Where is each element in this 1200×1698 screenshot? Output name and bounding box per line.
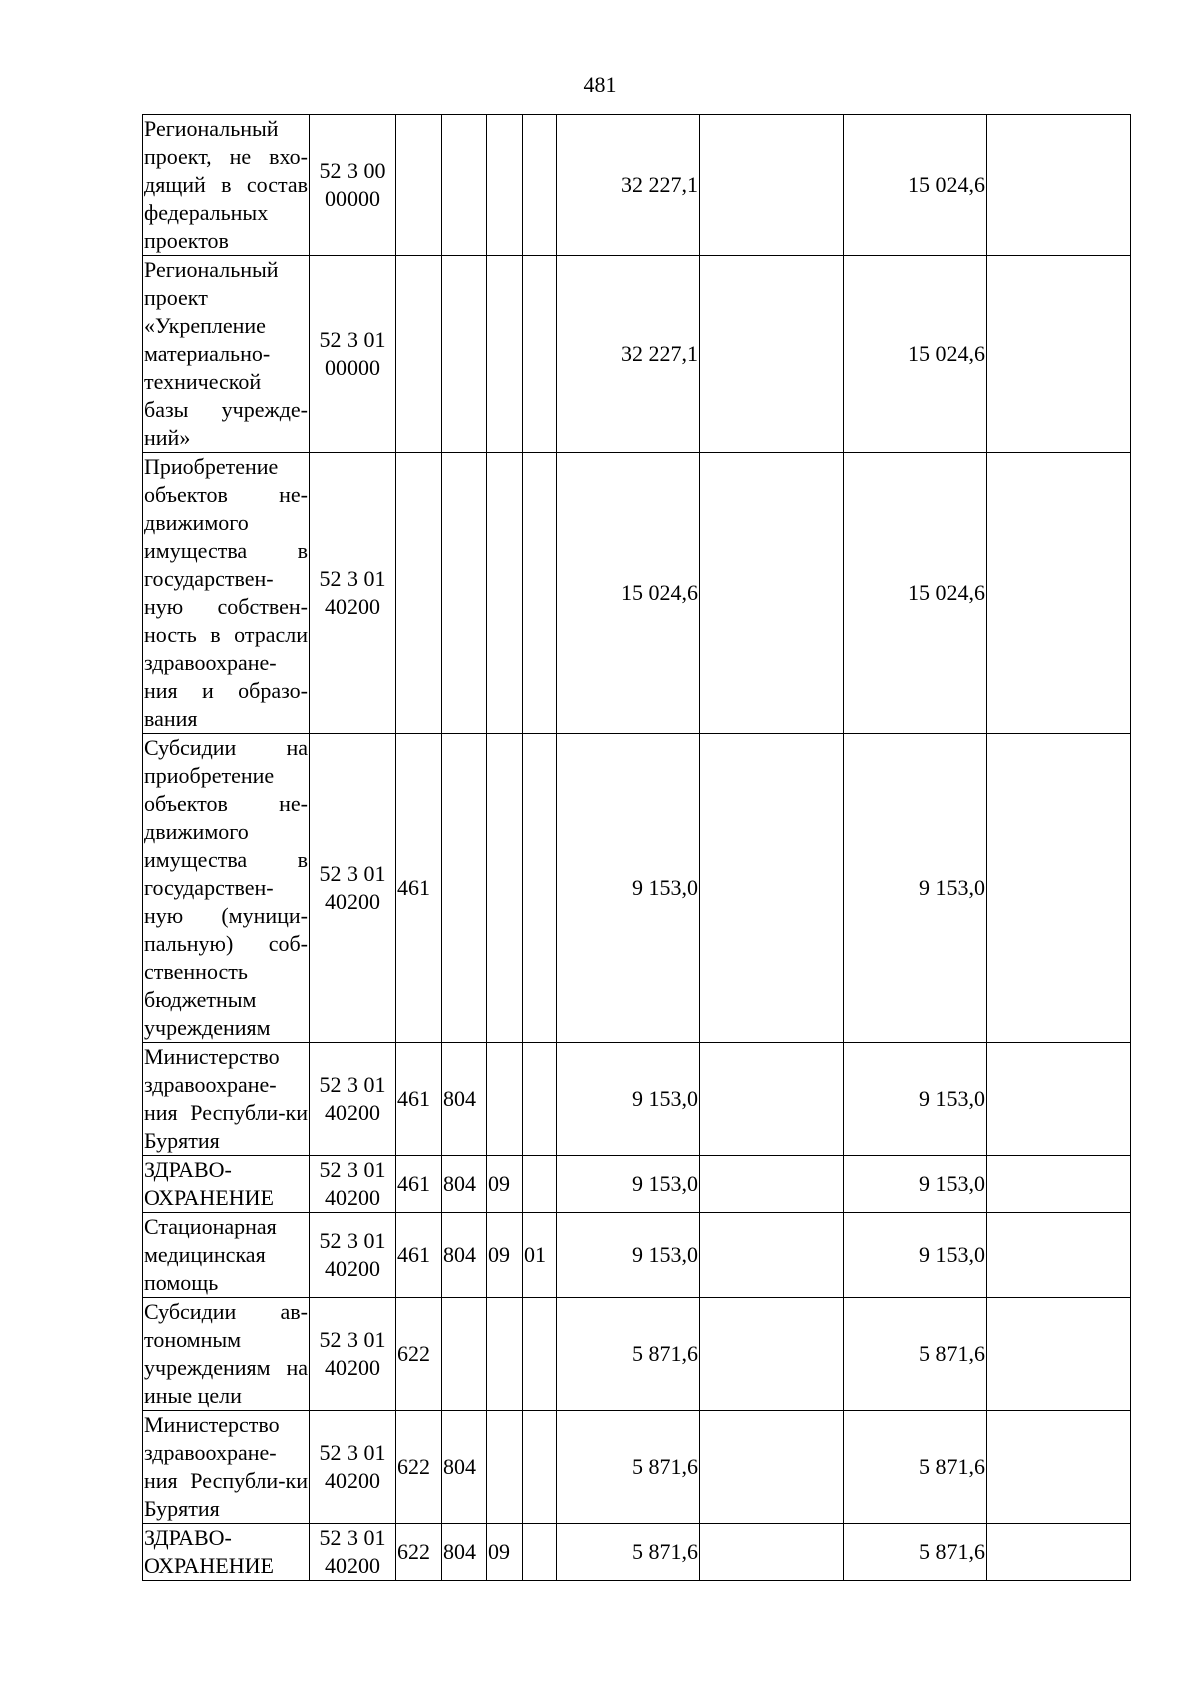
administrator-code-cell: 804 — [442, 1411, 487, 1524]
amount-cell-4 — [987, 734, 1131, 1043]
amount-cell-1: 5 871,6 — [557, 1411, 700, 1524]
subsection-code-cell — [523, 1156, 557, 1213]
expense-type-code-cell: 461 — [396, 1156, 442, 1213]
subsection-code-cell — [523, 1524, 557, 1581]
expense-type-code-cell — [396, 256, 442, 453]
amount-cell-2 — [700, 1213, 844, 1298]
amount-cell-3: 5 871,6 — [844, 1298, 987, 1411]
section-code-cell — [487, 734, 523, 1043]
table-body — [143, 115, 1131, 1581]
amount-cell-3: 9 153,0 — [844, 734, 987, 1043]
target-article-code-cell: 52 3 01 40200 — [310, 1298, 396, 1411]
amount-cell-2 — [700, 453, 844, 734]
section-code-cell: 09 — [487, 1156, 523, 1213]
expense-name-cell — [143, 1043, 310, 1156]
amount-cell-1: 9 153,0 — [557, 734, 700, 1043]
amount-cell-4 — [987, 1411, 1131, 1524]
table-row — [143, 1043, 1131, 1156]
expense-name-text: Региональный проект, не вхо-дящий в состав федеральных проектов — [144, 116, 308, 253]
amount-cell-1: 9 153,0 — [557, 1043, 700, 1156]
subsection-code-cell — [523, 1411, 557, 1524]
table-row — [143, 734, 1131, 1043]
table-row — [143, 1213, 1131, 1298]
table-row — [143, 256, 1131, 453]
administrator-code-cell — [442, 734, 487, 1043]
amount-cell-4 — [987, 1298, 1131, 1411]
administrator-code-cell — [442, 115, 487, 256]
table-row — [143, 115, 1131, 256]
amount-cell-4 — [987, 1524, 1131, 1581]
section-code-cell — [487, 1043, 523, 1156]
amount-cell-3: 5 871,6 — [844, 1411, 987, 1524]
administrator-code-cell: 804 — [442, 1213, 487, 1298]
amount-cell-4 — [987, 453, 1131, 734]
expense-type-code-cell: 461 — [396, 1213, 442, 1298]
subsection-code-cell — [523, 453, 557, 734]
subsection-code-cell — [523, 256, 557, 453]
expense-name-cell — [143, 1411, 310, 1524]
subsection-code-cell — [523, 1298, 557, 1411]
amount-cell-1: 9 153,0 — [557, 1156, 700, 1213]
budget-table — [142, 114, 1131, 1581]
target-article-code-cell: 52 3 01 40200 — [310, 734, 396, 1043]
expense-name-text: Субсидии ав-тономным учреждениям на иные цели — [144, 1299, 308, 1408]
subsection-code-cell — [523, 734, 557, 1043]
table-row — [143, 1156, 1131, 1213]
target-article-code-cell: 52 3 01 40200 — [310, 1524, 396, 1581]
amount-cell-1: 15 024,6 — [557, 453, 700, 734]
expense-name-text: Стационарная медицинская помощь — [144, 1214, 277, 1295]
administrator-code-cell — [442, 1298, 487, 1411]
target-article-code-cell: 52 3 01 00000 — [310, 256, 396, 453]
target-article-code-cell: 52 3 00 00000 — [310, 115, 396, 256]
expense-name-cell — [143, 1213, 310, 1298]
amount-cell-4 — [987, 1043, 1131, 1156]
expense-name-text: Региональный проект «Укрепление материально-технической базы учрежде-ний» — [144, 257, 308, 450]
expense-name-cell — [143, 115, 310, 256]
expense-name-text: Приобретение объектов не-движимого имущества в государствен-ную собствен-ность в отрасли здравоохране-ния и образо-вания — [144, 454, 308, 731]
section-code-cell — [487, 115, 523, 256]
amount-cell-4 — [987, 1156, 1131, 1213]
target-article-code-cell: 52 3 01 40200 — [310, 1411, 396, 1524]
amount-cell-3: 9 153,0 — [844, 1043, 987, 1156]
administrator-code-cell: 804 — [442, 1524, 487, 1581]
section-code-cell — [487, 1298, 523, 1411]
expense-name-cell — [143, 1298, 310, 1411]
amount-cell-2 — [700, 1043, 844, 1156]
amount-cell-2 — [700, 256, 844, 453]
amount-cell-4 — [987, 256, 1131, 453]
subsection-code-cell: 01 — [523, 1213, 557, 1298]
table-row — [143, 453, 1131, 734]
section-code-cell — [487, 453, 523, 734]
expense-type-code-cell: 622 — [396, 1524, 442, 1581]
target-article-code-cell: 52 3 01 40200 — [310, 1156, 396, 1213]
amount-cell-3: 9 153,0 — [844, 1213, 987, 1298]
subsection-code-cell — [523, 1043, 557, 1156]
amount-cell-2 — [700, 1411, 844, 1524]
expense-name-cell — [143, 734, 310, 1043]
amount-cell-1: 5 871,6 — [557, 1298, 700, 1411]
expense-type-code-cell — [396, 115, 442, 256]
amount-cell-1: 32 227,1 — [557, 115, 700, 256]
target-article-code-cell: 52 3 01 40200 — [310, 1043, 396, 1156]
expense-name-cell — [143, 1156, 310, 1213]
administrator-code-cell — [442, 256, 487, 453]
expense-type-code-cell: 461 — [396, 1043, 442, 1156]
expense-name-cell — [143, 1524, 310, 1581]
expense-name-text: ЗДРАВО-ОХРАНЕНИЕ — [144, 1157, 274, 1210]
expense-name-text: ЗДРАВО-ОХРАНЕНИЕ — [144, 1525, 274, 1578]
amount-cell-3: 15 024,6 — [844, 453, 987, 734]
target-article-code-cell: 52 3 01 40200 — [310, 1213, 396, 1298]
administrator-code-cell — [442, 453, 487, 734]
expense-name-text: Субсидии на приобретение объектов не-движимого имущества в государствен-ную (муници-пальную) соб-ственность бюджетным учреждениям — [144, 735, 308, 1040]
expense-name-cell — [143, 256, 310, 453]
expense-name-cell — [143, 453, 310, 734]
subsection-code-cell — [523, 115, 557, 256]
section-code-cell — [487, 1411, 523, 1524]
expense-type-code-cell: 461 — [396, 734, 442, 1043]
table-row — [143, 1411, 1131, 1524]
amount-cell-4 — [987, 115, 1131, 256]
amount-cell-2 — [700, 115, 844, 256]
amount-cell-1: 32 227,1 — [557, 256, 700, 453]
amount-cell-2 — [700, 734, 844, 1043]
amount-cell-3: 15 024,6 — [844, 115, 987, 256]
amount-cell-1: 5 871,6 — [557, 1524, 700, 1581]
amount-cell-3: 9 153,0 — [844, 1156, 987, 1213]
table-row — [143, 1524, 1131, 1581]
amount-cell-1: 9 153,0 — [557, 1213, 700, 1298]
amount-cell-3: 5 871,6 — [844, 1524, 987, 1581]
administrator-code-cell: 804 — [442, 1156, 487, 1213]
table-row — [143, 1298, 1131, 1411]
section-code-cell: 09 — [487, 1524, 523, 1581]
amount-cell-2 — [700, 1524, 844, 1581]
target-article-code-cell: 52 3 01 40200 — [310, 453, 396, 734]
amount-cell-4 — [987, 1213, 1131, 1298]
expense-type-code-cell: 622 — [396, 1298, 442, 1411]
expense-type-code-cell — [396, 453, 442, 734]
section-code-cell: 09 — [487, 1213, 523, 1298]
administrator-code-cell: 804 — [442, 1043, 487, 1156]
page-number: 481 — [583, 72, 617, 97]
expense-name-text: Министерство здравоохране-ния Республи-ки Бурятия — [144, 1044, 308, 1153]
amount-cell-3: 15 024,6 — [844, 256, 987, 453]
amount-cell-2 — [700, 1298, 844, 1411]
amount-cell-2 — [700, 1156, 844, 1213]
expense-name-text: Министерство здравоохране-ния Республи-ки Бурятия — [144, 1412, 308, 1521]
section-code-cell — [487, 256, 523, 453]
expense-type-code-cell: 622 — [396, 1411, 442, 1524]
